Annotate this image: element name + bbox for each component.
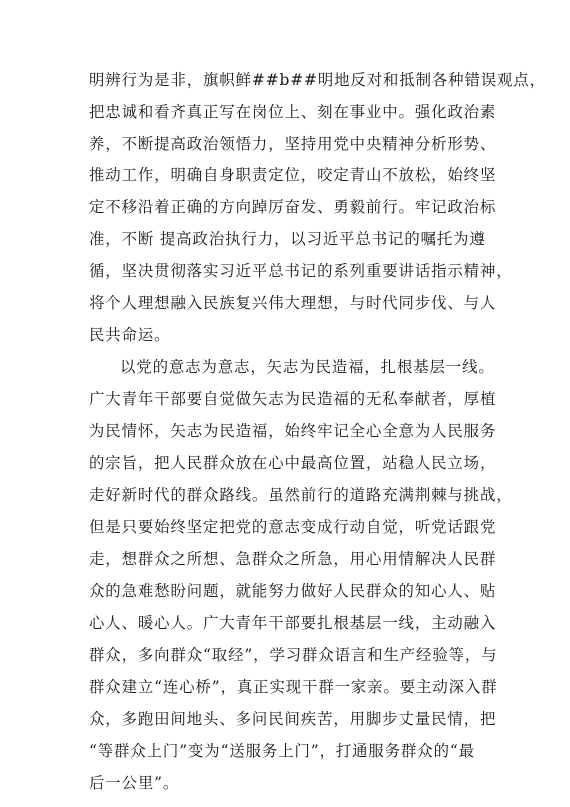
paragraph-2-line-11: 群众建立“连心桥”，真正实现干群一家亲。要主动深入群 (89, 678, 498, 696)
paragraph-1-line-1: 明辨行为是非，旗帜鲜##b##明地反对和抵制各种错误观点， (89, 71, 546, 89)
paragraph-1-line-9: 民共命运。 (89, 326, 171, 344)
paragraph-1-line-7: 循，坚决贯彻落实习近平总书记的系列重要讲话指示精神， (89, 262, 513, 280)
paragraph-1-line-5: 定不移沿着正确的方向踔厉奋发、勇毅前行。牢记政治标 (89, 198, 497, 216)
paragraph-2-line-13: “等群众上门”变为“送服务上门”，打通服务群众的“最 (89, 742, 475, 760)
paragraph-2-line-8: 众的急难愁盼问题，就能努力做好人民群众的知心人、贴 (89, 582, 497, 600)
paragraph-2-line-2: 广大青年干部要自觉做矢志为民造福的无私奉献者，厚植 (89, 390, 497, 408)
paragraph-2-line-10: 群众，多向群众“取经”，学习群众语言和生产经验等，与 (89, 646, 498, 664)
paragraph-1-line-6: 准，不断 提高政治执行力，以习近平总书记的嘱托为遵 (89, 230, 486, 248)
paragraph-1-line-3: 养，不断提高政治领悟力，坚持用党中央精神分析形势、 (89, 135, 497, 153)
paragraph-1-line-2: 把忠诚和看齐真正写在岗位上、刻在事业中。强化政治素 (89, 103, 497, 121)
paragraph-2-line-1: 以党的意志为意志，矢志为民造福，扎根基层一线。 (120, 358, 495, 376)
paragraph-2-line-14: 后一公里”。 (89, 774, 180, 792)
paragraph-2-line-9: 心人、暖心人。广大青年干部要扎根基层一线，主动融入 (89, 614, 497, 632)
paragraph-1-line-8: 将个人理想融入民族复兴伟大理想，与时代同步伐、与人 (89, 294, 497, 312)
paragraph-2-line-5: 走好新时代的群众路线。虽然前行的道路充满荆棘与挑战， (89, 486, 513, 504)
paragraph-2-line-12: 众，多跑田间地头、多问民间疾苦，用脚步丈量民情，把 (89, 710, 497, 728)
paragraph-2-line-6: 但是只要始终坚定把党的意志变成行动自觉，听党话跟党 (89, 518, 497, 536)
paragraph-2-line-4: 的宗旨，把人民群众放在心中最高位置，站稳人民立场， (89, 454, 497, 472)
paragraph-2-line-3: 为民情怀，矢志为民造福，始终牢记全心全意为人民服务 (89, 422, 497, 440)
paragraph-1-line-4: 推动工作，明确自身职责定位，咬定青山不放松，始终坚 (89, 166, 497, 184)
paragraph-2-line-7: 走，想群众之所想、急群众之所急，用心用情解决人民群 (89, 550, 497, 568)
